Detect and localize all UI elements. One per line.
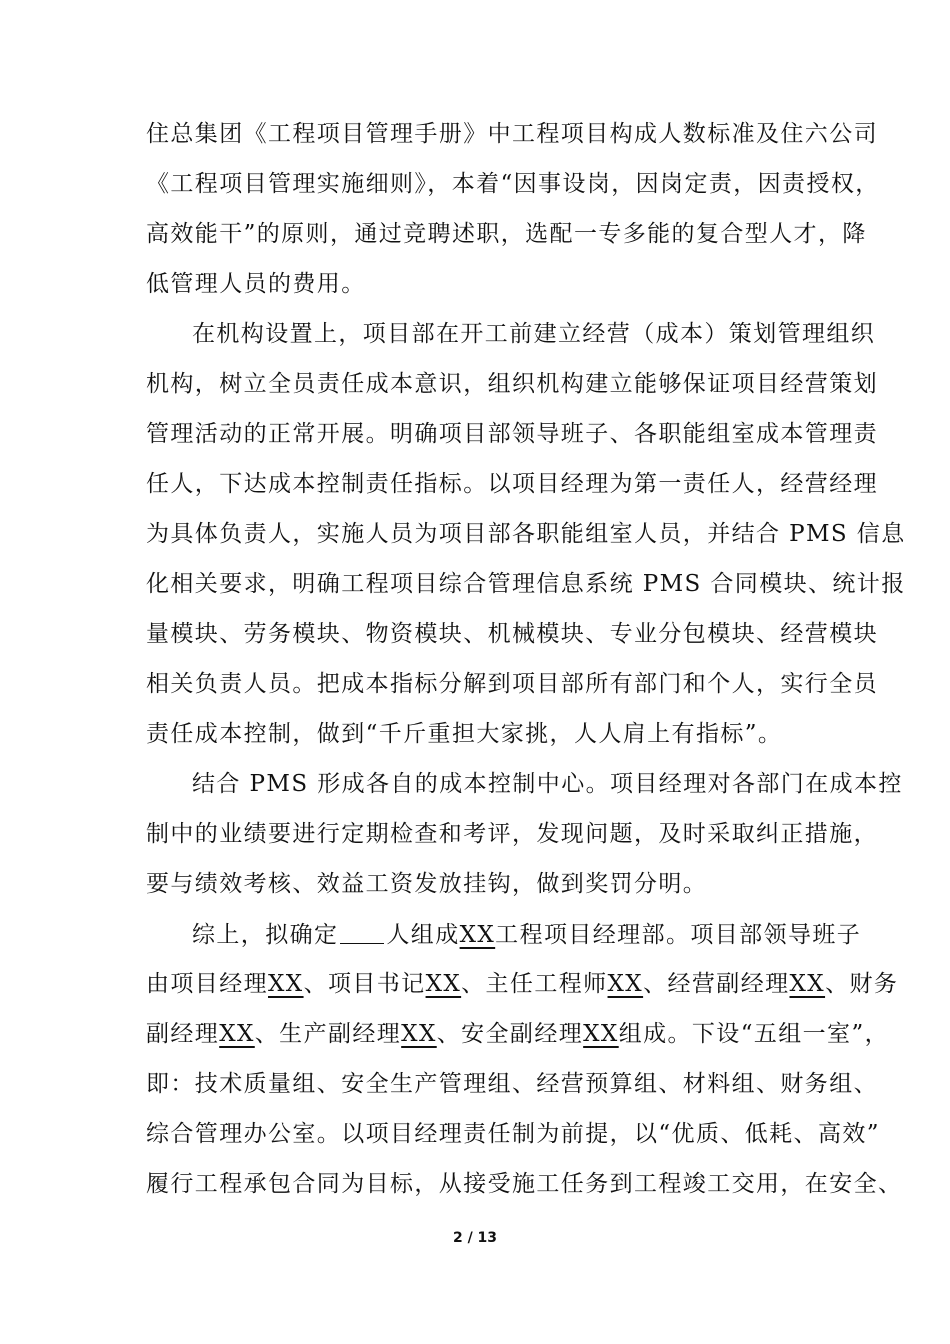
paragraph-start-line: 结合 PMS 形成各自的成本控制中心。项目经理对各部门在成本控 <box>192 771 903 797</box>
text-segment: 、经营副经理 <box>643 971 790 997</box>
text-line: 住总集团《工程项目管理手册》中工程项目构成人数标准及住六公司 <box>146 121 878 147</box>
text-segment: 、财务 <box>825 971 899 997</box>
text-segment: 副经理 <box>146 1021 220 1047</box>
text-line: 任人，下达成本控制责任指标。以项目经理为第一责任人，经营经理 <box>146 471 878 497</box>
text-line <box>146 1019 890 1049</box>
text-line: 综合管理办公室。以项目经理责任制为前提，以“优质、低耗、高效” <box>146 1121 880 1147</box>
placeholder-xx: XX <box>459 922 496 948</box>
placeholder-xx: XX <box>607 971 644 997</box>
text-line: 化相关要求，明确工程项目综合管理信息系统 PMS 合同模块、统计报 <box>146 571 906 597</box>
text-line: 即：技术质量组、安全生产管理组、经营预算组、材料组、财务组、 <box>146 1071 878 1097</box>
placeholder-xx: XX <box>789 971 826 997</box>
text-segment: 人组成 <box>386 922 460 948</box>
paragraph-start-line <box>192 919 862 950</box>
placeholder-xx: XX <box>268 971 304 997</box>
text-segment: 、生产副经理 <box>254 1021 402 1047</box>
text-line: 要与绩效考核、效益工资发放挂钩，做到奖罚分明。 <box>146 871 708 897</box>
placeholder-xx: XX <box>583 1021 619 1047</box>
text-line: 机构，树立全员责任成本意识，组织机构建立能够保证项目经营策划 <box>146 371 878 397</box>
placeholder-xx: XX <box>219 1021 255 1047</box>
text-line: 《工程项目管理实施细则》，本着“因事设岗，因岗定责，因责授权， <box>146 171 880 197</box>
text-segment: 工程项目经理部。项目部领导班子 <box>495 922 862 948</box>
text-line: 管理活动的正常开展。明确项目部领导班子、各职能组室成本管理责 <box>146 421 878 447</box>
paragraph-start-line: 在机构设置上，项目部在开工前建立经营（成本）策划管理组织 <box>192 321 876 347</box>
text-line: 量模块、劳务模块、物资模块、机械模块、专业分包模块、经营模块 <box>146 621 878 647</box>
fill-in-blank <box>340 919 384 944</box>
text-line: 制中的业绩要进行定期检查和考评，发现问题，及时采取纠正措施， <box>146 821 878 847</box>
text-segment: 、主任工程师 <box>461 971 608 997</box>
text-line: 责任成本控制，做到“千斤重担大家挑，人人肩上有指标”。 <box>146 721 783 747</box>
text-segment: 综上，拟确定 <box>192 922 339 948</box>
text-line: 为具体负责人，实施人员为项目部各职能组室人员，并结合 PMS 信息 <box>146 521 906 547</box>
text-line: 低管理人员的费用。 <box>146 271 366 297</box>
text-line: 相关负责人员。把成本指标分解到项目部所有部门和个人，实行全员 <box>146 671 878 697</box>
text-segment: 组成。下设“五组一室”， <box>618 1021 890 1047</box>
text-segment: 、安全副经理 <box>436 1021 584 1047</box>
placeholder-xx: XX <box>425 971 462 997</box>
text-line: 高效能干”的原则，通过竞聘述职，选配一专多能的复合型人才，降 <box>146 221 867 247</box>
placeholder-xx: XX <box>401 1021 437 1047</box>
text-line: 履行工程承包合同为目标，从接受施工任务到工程竣工交用，在安全、 <box>146 1171 903 1197</box>
text-segment: 由项目经理 <box>146 971 268 997</box>
text-segment: 、项目书记 <box>303 971 426 997</box>
text-line <box>146 969 899 999</box>
page-number: 2 / 13 <box>452 1230 498 1246</box>
